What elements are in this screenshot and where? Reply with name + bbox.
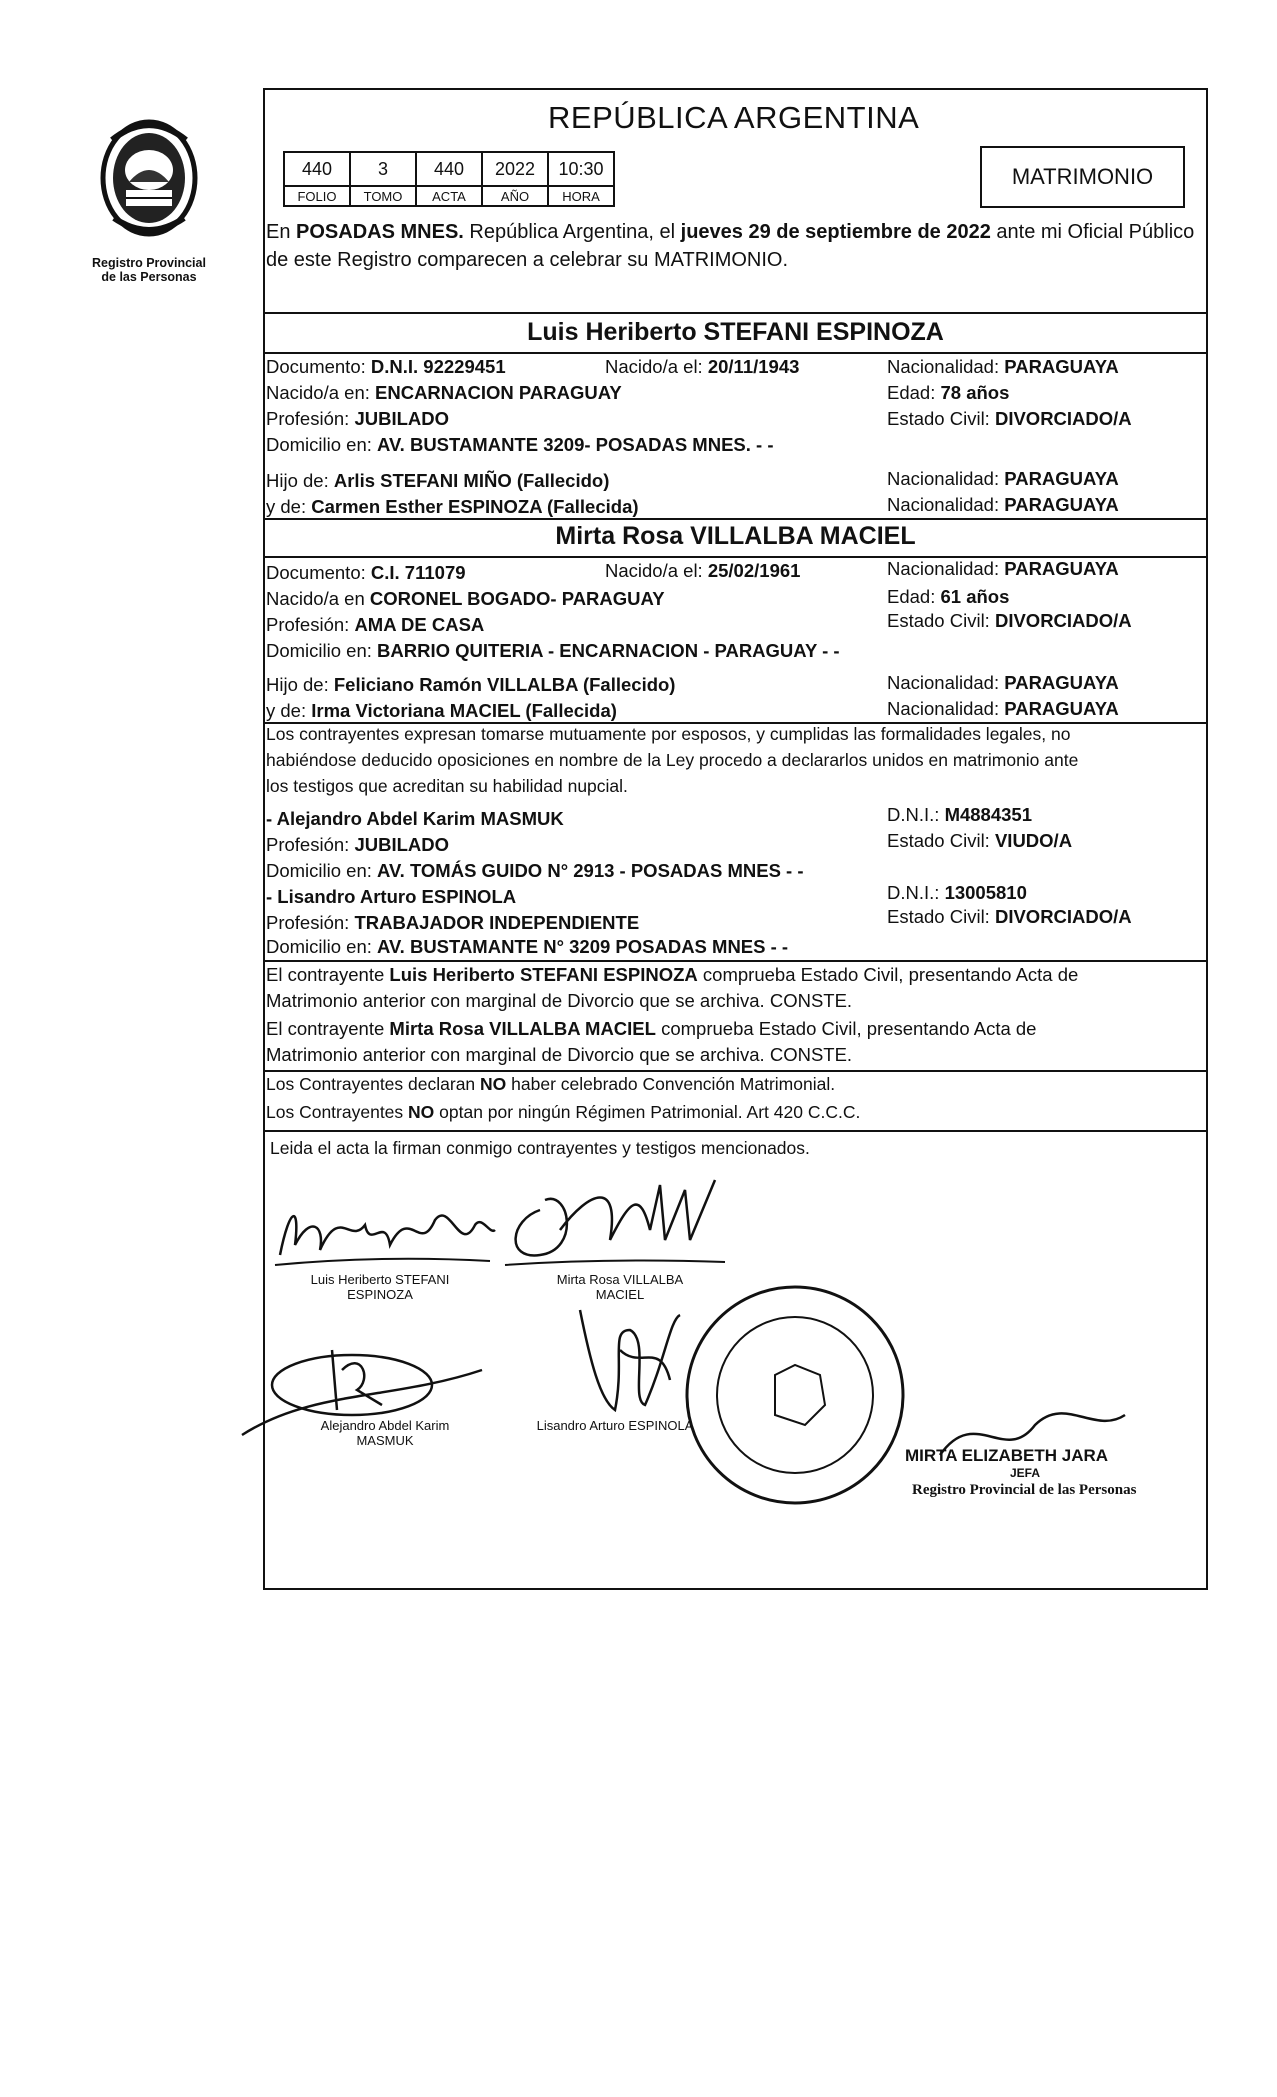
bride-birth-place: Nacido/a en CORONEL BOGADO- PARAGUAY — [266, 588, 665, 609]
declaration-line-3: los testigos que acreditan su habilidad nupcial. — [266, 776, 628, 796]
official-role: JEFA — [1010, 1466, 1041, 1480]
groom-document: Documento: D.N.I. 92229451 — [266, 356, 506, 377]
bride-father: Hijo de: Feliciano Ramón VILLALBA (Fallecido) — [266, 674, 676, 695]
groom-birth-date: Nacido/a el: 20/11/1943 — [605, 356, 800, 377]
groom-nationality: Nacionalidad: PARAGUAYA — [887, 356, 1119, 377]
misiones-seal-icon — [84, 110, 214, 245]
time-value: 10:30 — [548, 152, 614, 186]
bride-mother-nationality: Nacionalidad: PARAGUAYA — [887, 698, 1119, 719]
witness-2-name: - Lisandro Arturo ESPINOLA — [266, 886, 517, 907]
groom-name-heading: Luis Heriberto STEFANI ESPINOZA — [527, 318, 944, 346]
divider — [263, 312, 1208, 314]
groom-age: Edad: 78 años — [887, 382, 1010, 403]
witness-2-signature-label: Lisandro Arturo ESPINOLA — [536, 1418, 694, 1433]
groom-father-nationality: Nacionalidad: PARAGUAYA — [887, 468, 1119, 489]
witness-2-address: Domicilio en: AV. BUSTAMANTE N° 3209 POSADAS MNES - - — [266, 936, 789, 957]
seal-caption-line-1: Registro Provincial — [92, 256, 206, 270]
bride-civil-status: Estado Civil: DIVORCIADO/A — [887, 610, 1132, 631]
bride-mother: y de: Irma Victoriana MACIEL (Fallecida) — [266, 700, 617, 721]
tomo-value: 3 — [350, 152, 416, 186]
bride-document: Documento: C.I. 711079 — [266, 562, 466, 583]
witness-1-address: Domicilio en: AV. TOMÁS GUIDO N° 2913 - POSADAS MNES - - — [266, 860, 804, 881]
declaration-line-1: Los contrayentes expresan tomarse mutuamente por esposos, y cumplidas las formalidades legales, no — [266, 724, 1071, 744]
acta-value: 440 — [416, 152, 482, 186]
bride-birth-date: Nacido/a el: 25/02/1961 — [605, 560, 801, 581]
note-convention: Los Contrayentes declaran NO haber celebrado Convención Matrimonial. — [266, 1074, 836, 1094]
acta-label: ACTA — [416, 186, 482, 206]
bride-signature-label: Mirta Rosa VILLALBA MACIEL — [556, 1272, 684, 1302]
seal-caption — [84, 256, 214, 284]
tomo-label: TOMO — [350, 186, 416, 206]
witness-2-profession: Profesión: TRABAJADOR INDEPENDIENTE — [266, 912, 640, 933]
registry-table — [283, 151, 615, 207]
witness-2-civil-status: Estado Civil: DIVORCIADO/A — [887, 906, 1132, 927]
witness-1-dni: D.N.I.: M4884351 — [887, 804, 1032, 825]
divider — [263, 960, 1208, 962]
note-patrimonial-regime: Los Contrayentes NO optan por ningún Régimen Patrimonial. Art 420 C.C.C. — [266, 1102, 861, 1122]
witness-1-signature-label: Alejandro Abdel Karim MASMUK — [320, 1418, 450, 1448]
official-name: MIRTA ELIZABETH JARA — [905, 1446, 1109, 1465]
groom-mother: y de: Carmen Esther ESPINOZA (Fallecida) — [266, 496, 639, 517]
note-bride-civil-status: El contrayente Mirta Rosa VILLALBA MACIEL comprueba Estado Civil, presentando Acta de — [266, 1018, 1037, 1039]
document-type-box: MATRIMONIO — [980, 146, 1185, 208]
page-title: REPÚBLICA ARGENTINA — [548, 100, 920, 135]
groom-address: Domicilio en: AV. BUSTAMANTE 3209- POSADAS MNES. - - — [266, 434, 774, 455]
seal-caption-line-2: de las Personas — [101, 270, 197, 284]
bride-profession: Profesión: AMA DE CASA — [266, 614, 485, 635]
year-value: 2022 — [482, 152, 548, 186]
groom-father: Hijo de: Arlis STEFANI MIÑO (Fallecido) — [266, 470, 610, 491]
groom-profession: Profesión: JUBILADO — [266, 408, 449, 429]
witness-1-name: - Alejandro Abdel Karim MASMUK — [266, 808, 564, 829]
groom-birth-place: Nacido/a en: ENCARNACION PARAGUAY — [266, 382, 622, 403]
declaration-line-2: habiéndose deducido oposiciones en nombre de la Ley procedo a declararlos unidos en matrimonio ante — [266, 750, 1079, 770]
bride-father-nationality: Nacionalidad: PARAGUAYA — [887, 672, 1119, 693]
year-label: AÑO — [482, 186, 548, 206]
folio-label: FOLIO — [284, 186, 350, 206]
bride-nationality: Nacionalidad: PARAGUAYA — [887, 558, 1119, 579]
divider — [263, 1130, 1208, 1132]
groom-signature-label: Luis Heriberto STEFANI ESPINOZA — [310, 1272, 450, 1302]
groom-mother-nationality: Nacionalidad: PARAGUAYA — [887, 494, 1119, 515]
witness-1-civil-status: Estado Civil: VIUDO/A — [887, 830, 1073, 851]
divider — [263, 1070, 1208, 1072]
place: POSADAS MNES. — [296, 221, 464, 243]
time-label: HORA — [548, 186, 614, 206]
ceremony-date: jueves 29 de septiembre de 2022 — [680, 221, 991, 243]
bride-age: Edad: 61 años — [887, 586, 1010, 607]
bride-address: Domicilio en: BARRIO QUITERIA - ENCARNACION - PARAGUAY - - — [266, 640, 840, 661]
bride-signature — [500, 1170, 730, 1275]
note-groom-civil-status: El contrayente Luis Heriberto STEFANI ESPINOZA comprueba Estado Civil, presentando Acta de — [266, 964, 1079, 985]
note-bride-civil-status-cont: Matrimonio anterior con marginal de Divorcio que se archiva. CONSTE. — [266, 1044, 853, 1065]
folio-value: 440 — [284, 152, 350, 186]
note-groom-civil-status-cont: Matrimonio anterior con marginal de Divorcio que se archiva. CONSTE. — [266, 990, 853, 1011]
groom-signature — [270, 1195, 500, 1275]
official-office: Registro Provincial de las Personas — [912, 1482, 1137, 1498]
witness-2-dni: D.N.I.: 13005810 — [887, 882, 1027, 903]
groom-civil-status: Estado Civil: DIVORCIADO/A — [887, 408, 1132, 429]
official-round-stamp — [680, 1280, 910, 1510]
provincial-seal — [84, 110, 214, 284]
divider — [263, 518, 1208, 520]
closing-statement: Leida el acta la firman conmigo contrayentes y testigos mencionados. — [270, 1138, 810, 1158]
bride-name-heading: Mirta Rosa VILLALBA MACIEL — [555, 522, 916, 550]
intro-paragraph: En POSADAS MNES. República Argentina, el jueves 29 de septiembre de 2022 ante mi Oficial Público de este Registro comparecen a celebrar su MATRIMONIO. — [266, 221, 1195, 271]
witness-1-profession: Profesión: JUBILADO — [266, 834, 449, 855]
divider — [263, 352, 1208, 354]
